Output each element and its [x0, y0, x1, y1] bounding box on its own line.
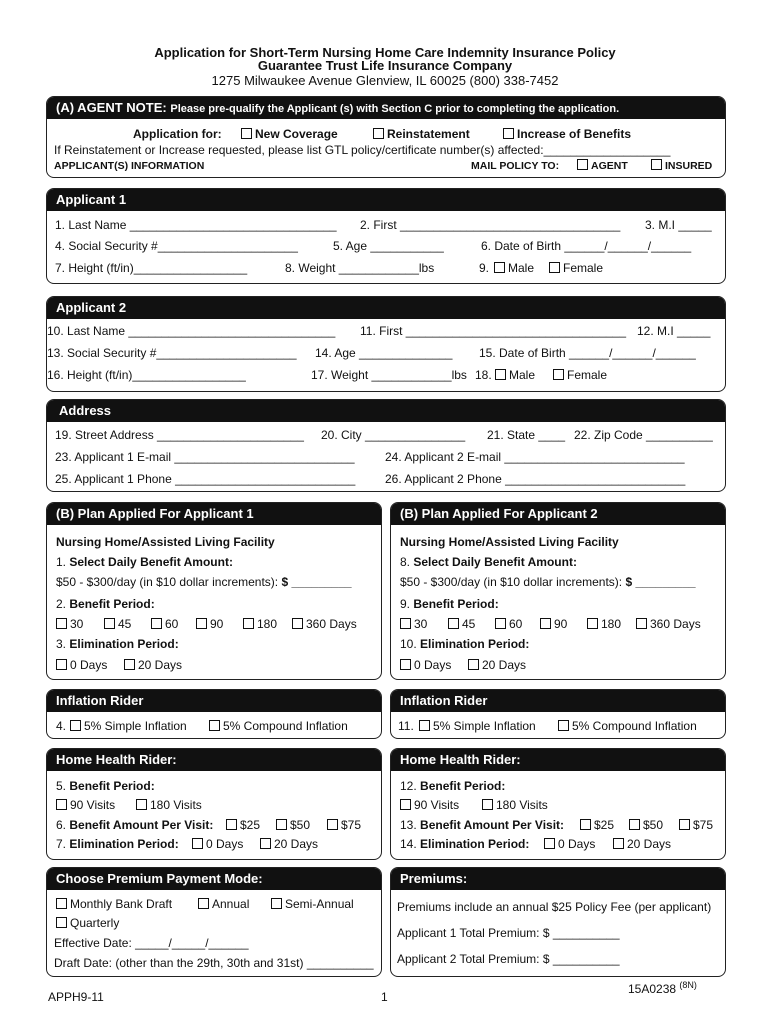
- applicant2-section: [46, 296, 726, 392]
- new-coverage-checkbox[interactable]: [241, 128, 252, 139]
- plan1-benefit-period-label: 2. Benefit Period:: [56, 597, 155, 611]
- plan2-elimination-label: 10. Elimination Period:: [400, 637, 530, 651]
- inflation-rider2-bar: Inflation Rider: [391, 690, 725, 712]
- checkbox-icon[interactable]: [56, 799, 67, 810]
- checkbox-icon[interactable]: [495, 618, 506, 629]
- home1-90-visits-option[interactable]: 90 Visits: [56, 798, 115, 812]
- applicant2-total-premium-field[interactable]: Applicant 2 Total Premium: $ __________: [397, 952, 620, 966]
- applicant1-total-premium-field[interactable]: Applicant 1 Total Premium: $ __________: [397, 926, 620, 940]
- checkbox-icon[interactable]: [587, 618, 598, 629]
- checkbox-icon[interactable]: [124, 659, 135, 670]
- applicant2-dob-field[interactable]: 15. Date of Birth ______/______/______: [479, 346, 696, 360]
- street-address-field[interactable]: 19. Street Address ______________________: [55, 428, 304, 442]
- premiums-section: [390, 867, 726, 977]
- checkbox-icon[interactable]: [226, 819, 237, 830]
- plan-applicant2-bar: (B) Plan Applied For Applicant 2: [391, 503, 725, 525]
- applicant2-bar: Applicant 2: [47, 297, 725, 319]
- applicant2-female-option[interactable]: Female: [553, 368, 607, 382]
- applicant1-age-field[interactable]: 5. Age ___________: [333, 239, 444, 253]
- plan2-period-45[interactable]: 45: [448, 617, 475, 631]
- monthly-bank-draft-option[interactable]: Monthly Bank Draft: [56, 897, 172, 911]
- form-number: APPH9-11: [48, 990, 104, 1004]
- plan2-facility-label: Nursing Home/Assisted Living Facility: [400, 535, 619, 549]
- inflation1-simple-option[interactable]: 5% Simple Inflation: [70, 719, 187, 733]
- new-coverage-option[interactable]: New Coverage: [241, 127, 338, 141]
- checkbox-icon[interactable]: [468, 659, 479, 670]
- application-for-label: Application for:: [133, 127, 222, 141]
- home1-amount-25[interactable]: $25: [226, 818, 260, 832]
- agent-note-bar: [47, 97, 725, 119]
- state-field[interactable]: 21. State ____: [487, 428, 566, 442]
- applicant1-height-field[interactable]: 7. Height (ft/in)_________________: [55, 261, 248, 275]
- applicant2-mi-field[interactable]: 12. M.I _____: [637, 324, 711, 338]
- applicant1-phone-field[interactable]: 25. Applicant 1 Phone ___________________________: [55, 472, 356, 486]
- annual-option[interactable]: Annual: [198, 897, 249, 911]
- checkbox-icon[interactable]: [400, 799, 411, 810]
- inflation2-simple-option[interactable]: 5% Simple Inflation: [419, 719, 536, 733]
- applicants-info-label: APPLICANT(S) INFORMATION: [54, 160, 205, 172]
- checkbox-icon[interactable]: [56, 917, 67, 928]
- checkbox-icon[interactable]: [196, 618, 207, 629]
- plan2-period-180[interactable]: 180: [587, 617, 621, 631]
- plan1-period-45[interactable]: 45: [104, 617, 131, 631]
- home1-amount-label: 6. Benefit Amount Per Visit:: [56, 818, 214, 832]
- effective-date-field[interactable]: Effective Date: _____/_____/______: [54, 936, 249, 950]
- applicant2-male-option[interactable]: Male: [495, 368, 535, 382]
- checkbox-icon[interactable]: [400, 618, 411, 629]
- plan2-daily-benefit-label: 8. Select Daily Benefit Amount:: [400, 555, 577, 569]
- plan2-period-30[interactable]: 30: [400, 617, 427, 631]
- mail-agent-checkbox[interactable]: [577, 159, 588, 170]
- plan1-period-90[interactable]: 90: [196, 617, 223, 631]
- plan-applicant1-section: [46, 502, 382, 680]
- mail-insured-checkbox[interactable]: [651, 159, 662, 170]
- form-title: Application for Short-Term Nursing Home Care Indemnity Insurance Policy: [154, 45, 616, 60]
- home2-elim-0-days[interactable]: 0 Days: [544, 837, 595, 851]
- payment-mode-section: [46, 867, 382, 977]
- plan2-period-90[interactable]: 90: [540, 617, 567, 631]
- inflation2-number: 11.: [398, 719, 414, 733]
- form-code: 15A0238 $^{(8N)}$: [628, 980, 697, 996]
- inflation1-number: 4.: [56, 719, 67, 733]
- checkbox-icon[interactable]: [558, 720, 569, 731]
- applicant2-last-name-field[interactable]: 10. Last Name _______________________________: [47, 324, 336, 338]
- checkbox-icon[interactable]: [136, 799, 147, 810]
- checkbox-icon[interactable]: [209, 720, 220, 731]
- home1-elimination-label: 7. Elimination Period:: [56, 837, 179, 851]
- checkbox-icon[interactable]: [636, 618, 647, 629]
- plan2-daily-amount-field[interactable]: $50 - $300/day (in $10 dollar increments): $ _________: [400, 575, 696, 589]
- checkbox-icon[interactable]: [544, 838, 555, 849]
- plan2-benefit-period-label: 9. Benefit Period:: [400, 597, 499, 611]
- applicant2-gender-number: 18.: [475, 368, 492, 382]
- checkbox-icon[interactable]: [400, 659, 411, 670]
- plan1-daily-benefit-label: 1. Select Daily Benefit Amount:: [56, 555, 233, 569]
- premiums-policy-fee-note: Premiums include an annual $25 Policy Fee (per applicant): [397, 900, 712, 914]
- checkbox-icon[interactable]: [260, 838, 271, 849]
- home-health-rider1-bar: Home Health Rider:: [47, 749, 381, 771]
- checkbox-icon[interactable]: [70, 720, 81, 731]
- plan1-period-30[interactable]: 30: [56, 617, 83, 631]
- city-field[interactable]: 20. City _______________: [321, 428, 466, 442]
- checkbox-icon[interactable]: [56, 898, 67, 909]
- draft-date-field[interactable]: Draft Date: (other than the 29th, 30th and 31st) __________: [54, 956, 374, 970]
- inflation1-compound-option[interactable]: 5% Compound Inflation: [209, 719, 348, 733]
- applicant1-mi-field[interactable]: 3. M.I _____: [645, 218, 712, 232]
- home2-amount-label: 13. Benefit Amount Per Visit:: [400, 818, 565, 832]
- plan1-daily-amount-field[interactable]: $50 - $300/day (in $10 dollar increments): $ _________: [56, 575, 352, 589]
- checkbox-icon[interactable]: [292, 618, 303, 629]
- home2-amount-25[interactable]: $25: [580, 818, 614, 832]
- applicant1-last-name-field[interactable]: 1. Last Name _______________________________: [55, 218, 337, 232]
- home2-90-visits-option[interactable]: 90 Visits: [400, 798, 459, 812]
- inflation2-compound-option[interactable]: 5% Compound Inflation: [558, 719, 697, 733]
- checkbox-icon[interactable]: [151, 618, 162, 629]
- checkbox-icon[interactable]: [629, 819, 640, 830]
- inflation-rider1-bar: Inflation Rider: [47, 690, 381, 712]
- home2-elim-20-days[interactable]: 20 Days: [613, 837, 671, 851]
- reinstatement-option[interactable]: Reinstatement: [373, 127, 470, 141]
- plan1-facility-label: Nursing Home/Assisted Living Facility: [56, 535, 275, 549]
- checkbox-icon[interactable]: [580, 819, 591, 830]
- reinstatement-checkbox[interactable]: [373, 128, 384, 139]
- home2-180-visits-option[interactable]: 180 Visits: [482, 798, 548, 812]
- plan-applicant2-section: [390, 502, 726, 680]
- premiums-bar: Premiums:: [391, 868, 725, 890]
- plan1-period-360[interactable]: 360 Days: [292, 617, 357, 631]
- reinstatement-policy-line[interactable]: If Reinstatement or Increase requested, please list GTL policy/certificate number(s) affected:___________________: [54, 143, 671, 157]
- increase-benefits-checkbox[interactable]: [503, 128, 514, 139]
- inflation-rider1-section: [46, 689, 382, 739]
- mail-insured-option[interactable]: INSURED: [651, 159, 712, 173]
- checkbox-icon[interactable]: [276, 819, 287, 830]
- form-code-suffix: (8N): [679, 980, 697, 990]
- applicant2-female-checkbox[interactable]: [553, 369, 564, 380]
- mail-agent-option[interactable]: AGENT: [577, 159, 628, 173]
- agent-note-title: (A) AGENT NOTE:: [56, 100, 167, 115]
- applicant2-age-field[interactable]: 14. Age ______________: [315, 346, 453, 360]
- home1-elim-20-days[interactable]: 20 Days: [260, 837, 318, 851]
- agent-note-text: Please pre-qualify the Applicant (s) with Section C prior to completing the application.: [170, 103, 620, 115]
- applicant1-ssn-field[interactable]: 4. Social Security #_____________________: [55, 239, 298, 253]
- checkbox-icon[interactable]: [327, 819, 338, 830]
- company-address: 1275 Milwaukee Avenue Glenview, IL 60025 (800) 338-7452: [211, 73, 559, 88]
- checkbox-icon[interactable]: [56, 659, 67, 670]
- checkbox-icon[interactable]: [419, 720, 430, 731]
- plan1-elimination-label: 3. Elimination Period:: [56, 637, 179, 651]
- home1-180-visits-option[interactable]: 180 Visits: [136, 798, 202, 812]
- applicant1-weight-field[interactable]: 8. Weight ____________lbs: [285, 261, 435, 275]
- checkbox-icon[interactable]: [679, 819, 690, 830]
- plan1-elim-20-days[interactable]: 20 Days: [124, 658, 182, 672]
- mail-policy-label: MAIL POLICY TO:: [471, 160, 560, 172]
- increase-benefits-option[interactable]: Increase of Benefits: [503, 127, 631, 141]
- applicant2-ssn-field[interactable]: 13. Social Security #_____________________: [47, 346, 297, 360]
- checkbox-icon[interactable]: [192, 838, 203, 849]
- plan2-elim-20-days[interactable]: 20 Days: [468, 658, 526, 672]
- applicant1-female-option[interactable]: Female: [549, 261, 603, 275]
- checkbox-icon[interactable]: [613, 838, 624, 849]
- home-health-rider1-section: [46, 748, 382, 860]
- home1-amount-50[interactable]: $50: [276, 818, 310, 832]
- applicant2-phone-field[interactable]: 26. Applicant 2 Phone ___________________________: [385, 472, 686, 486]
- semi-annual-option[interactable]: Semi-Annual: [271, 897, 354, 911]
- applicant1-email-field[interactable]: 23. Applicant 1 E-mail ___________________________: [55, 450, 355, 464]
- home2-amount-50[interactable]: $50: [629, 818, 663, 832]
- applicant1-bar: Applicant 1: [47, 189, 725, 211]
- home2-elimination-label: 14. Elimination Period:: [400, 837, 530, 851]
- home1-elim-0-days[interactable]: 0 Days: [192, 837, 243, 851]
- quarterly-option[interactable]: Quarterly: [56, 916, 119, 930]
- home-health-rider2-bar: Home Health Rider:: [391, 749, 725, 771]
- checkbox-icon[interactable]: [104, 618, 115, 629]
- applicant1-gender-number: 9.: [479, 261, 490, 275]
- home1-benefit-period-label: 5. Benefit Period:: [56, 779, 155, 793]
- applicant2-email-field[interactable]: 24. Applicant 2 E-mail ___________________________: [385, 450, 685, 464]
- applicant2-male-checkbox[interactable]: [495, 369, 506, 380]
- plan1-period-180[interactable]: 180: [243, 617, 277, 631]
- applicant1-male-option[interactable]: Male: [494, 261, 534, 275]
- applicant2-weight-field[interactable]: 17. Weight ____________lbs: [311, 368, 467, 382]
- checkbox-icon[interactable]: [271, 898, 282, 909]
- checkbox-icon[interactable]: [448, 618, 459, 629]
- plan2-elim-0-days[interactable]: 0 Days: [400, 658, 451, 672]
- checkbox-icon[interactable]: [198, 898, 209, 909]
- home2-amount-75[interactable]: $75: [679, 818, 713, 832]
- applicant2-first-name-field[interactable]: 11. First _________________________________: [360, 324, 627, 338]
- checkbox-icon[interactable]: [243, 618, 254, 629]
- home2-benefit-period-label: 12. Benefit Period:: [400, 779, 506, 793]
- home-health-rider2-section: [390, 748, 726, 860]
- applicant1-first-name-field[interactable]: 2. First _________________________________: [360, 218, 621, 232]
- plan1-elim-0-days[interactable]: 0 Days: [56, 658, 107, 672]
- applicant1-male-checkbox[interactable]: [494, 262, 505, 273]
- applicant1-section: [46, 188, 726, 284]
- checkbox-icon[interactable]: [56, 618, 67, 629]
- applicant1-dob-field[interactable]: 6. Date of Birth ______/______/______: [481, 239, 692, 253]
- payment-mode-bar: Choose Premium Payment Mode:: [47, 868, 381, 890]
- home1-amount-75[interactable]: $75: [327, 818, 361, 832]
- plan2-period-60[interactable]: 60: [495, 617, 522, 631]
- inflation-rider2-section: [390, 689, 726, 739]
- zip-code-field[interactable]: 22. Zip Code __________: [574, 428, 713, 442]
- address-bar: Address: [47, 400, 725, 422]
- applicant2-height-field[interactable]: 16. Height (ft/in)_________________: [47, 368, 246, 382]
- checkbox-icon[interactable]: [482, 799, 493, 810]
- plan-applicant1-bar: (B) Plan Applied For Applicant 1: [47, 503, 381, 525]
- applicant1-female-checkbox[interactable]: [549, 262, 560, 273]
- checkbox-icon[interactable]: [540, 618, 551, 629]
- plan2-period-360[interactable]: 360 Days: [636, 617, 701, 631]
- plan1-period-60[interactable]: 60: [151, 617, 178, 631]
- page-number: 1: [381, 990, 388, 1004]
- address-section: [46, 399, 726, 492]
- agent-note-section: [46, 96, 726, 178]
- company-name: Guarantee Trust Life Insurance Company: [257, 58, 513, 73]
